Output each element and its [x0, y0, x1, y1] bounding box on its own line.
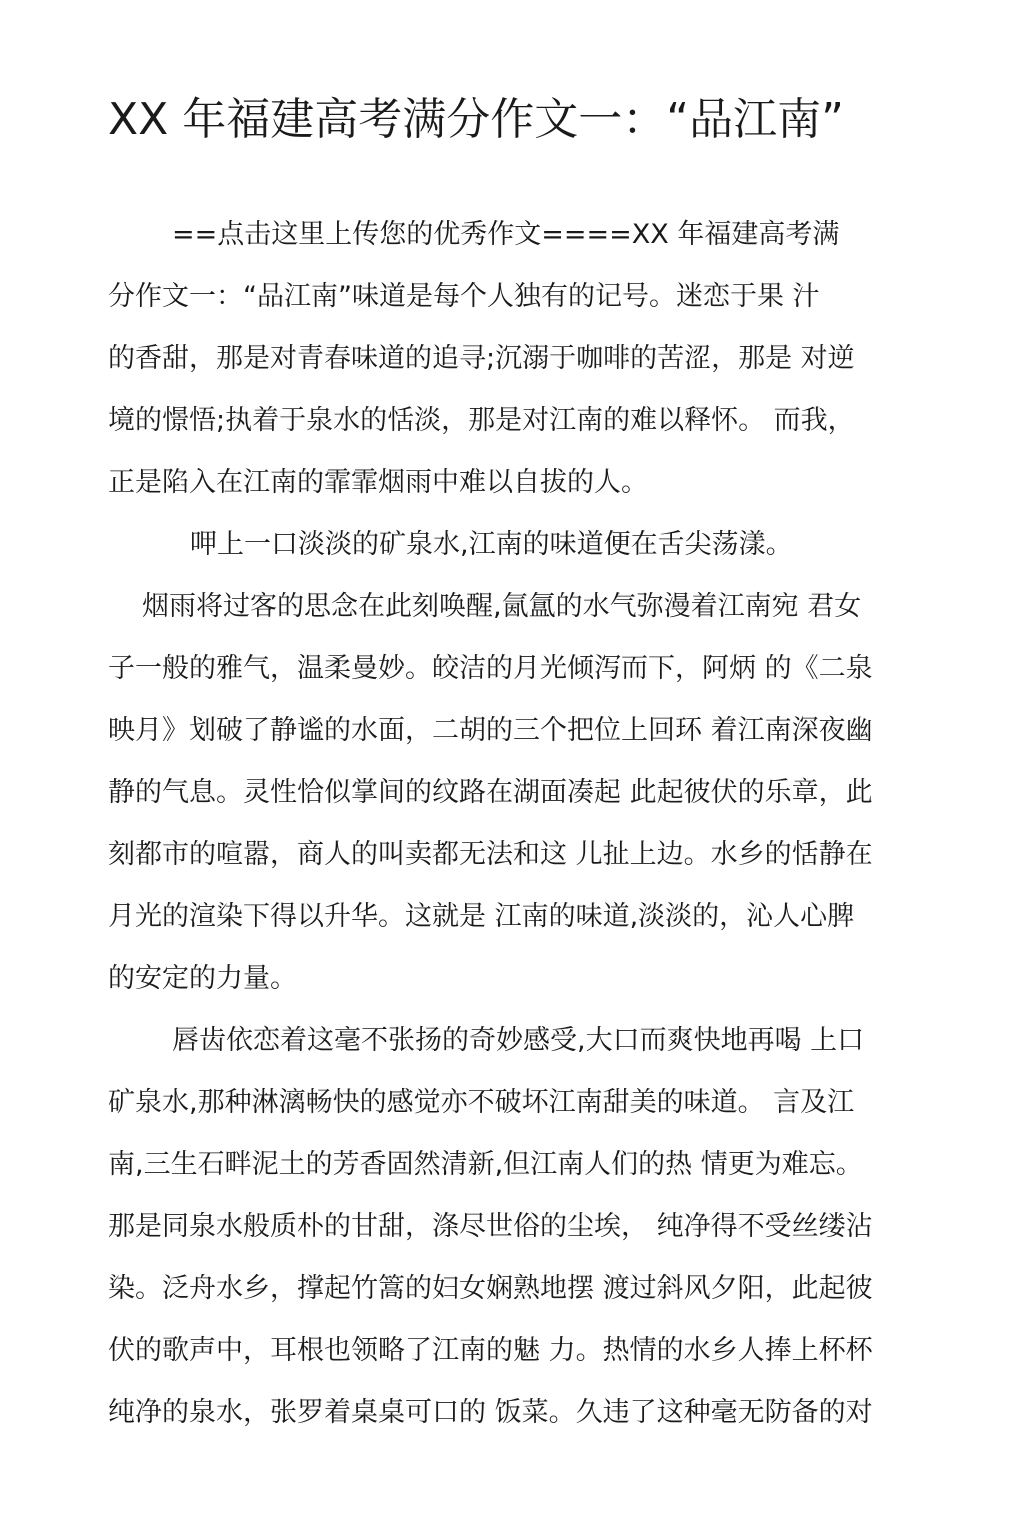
document-body — [108, 204, 924, 1444]
text-line: 境的憬悟;执着于泉水的恬淡，那是对江南的难以释怀。 而我， — [108, 405, 855, 436]
text-line: 子一般的雅气，温柔曼妙。皎洁的月光倾泻而下，阿炳 的《二泉 — [108, 653, 873, 684]
paragraph-4 — [108, 1010, 924, 1444]
text-line: 矿泉水,那种淋漓畅快的感觉亦不破坏江南甜美的味道。 言及江 — [108, 1087, 855, 1118]
text-line: 南,三生石畔泥土的芳香固然清新,但江南人们的热 情更为难忘。 — [108, 1149, 863, 1180]
text-line: 分作文一：“品江南”味道是每个人独有的记号。迷恋于果 汁 — [108, 281, 820, 312]
text-line: 那是同泉水般质朴的甘甜，涤尽世俗的尘埃， 纯净得不受丝缕沾 — [108, 1211, 873, 1242]
text-line: 伏的歌声中，耳根也领略了江南的魅 力。热情的水乡人捧上杯杯 — [108, 1335, 873, 1366]
text-line: 烟雨将过客的思念在此刻唤醒,氤氲的水气弥漫着江南宛 君女 — [142, 591, 862, 622]
text-line: 纯净的泉水，张罗着桌桌可口的 饭菜。久违了这种毫无防备的对 — [108, 1397, 873, 1428]
text-line: 月光的渲染下得以升华。这就是 江南的味道,淡淡的，沁人心脾 — [108, 901, 855, 932]
page-title: XX 年福建高考满分作文一：“品江南” — [108, 94, 844, 145]
text-line: 呷上一口淡淡的矿泉水,江南的味道便在舌尖荡漾。 — [190, 529, 793, 560]
paragraph-1 — [108, 204, 924, 514]
text-line: 染。泛舟水乡，撑起竹篙的妇女娴熟地摆 渡过斜风夕阳，此起彼 — [108, 1273, 873, 1304]
paragraph-2 — [108, 514, 924, 576]
text-line: 静的气息。灵性恰似掌间的纹路在湖面凑起 此起彼伏的乐章，此 — [108, 777, 873, 808]
text-line: 刻都市的喧嚣，商人的叫卖都无法和这 儿扯上边。水乡的恬静在 — [108, 839, 873, 870]
text-line: 正是陷入在江南的霏霏烟雨中难以自拔的人。 — [108, 467, 648, 498]
text-line: 唇齿依恋着这毫不张扬的奇妙感受,大口而爽快地再喝 上口 — [172, 1025, 865, 1056]
text-line: 的香甜，那是对青春味道的追寻;沉溺于咖啡的苦涩，那是 对逆 — [108, 343, 855, 374]
paragraph-3 — [108, 576, 924, 1010]
text-line: ==点击这里上传您的优秀作文====XX 年福建高考满 — [172, 219, 840, 250]
text-line: 映月》划破了静谧的水面，二胡的三个把位上回环 着江南深夜幽 — [108, 715, 873, 746]
text-line: 的安定的力量。 — [108, 963, 297, 994]
